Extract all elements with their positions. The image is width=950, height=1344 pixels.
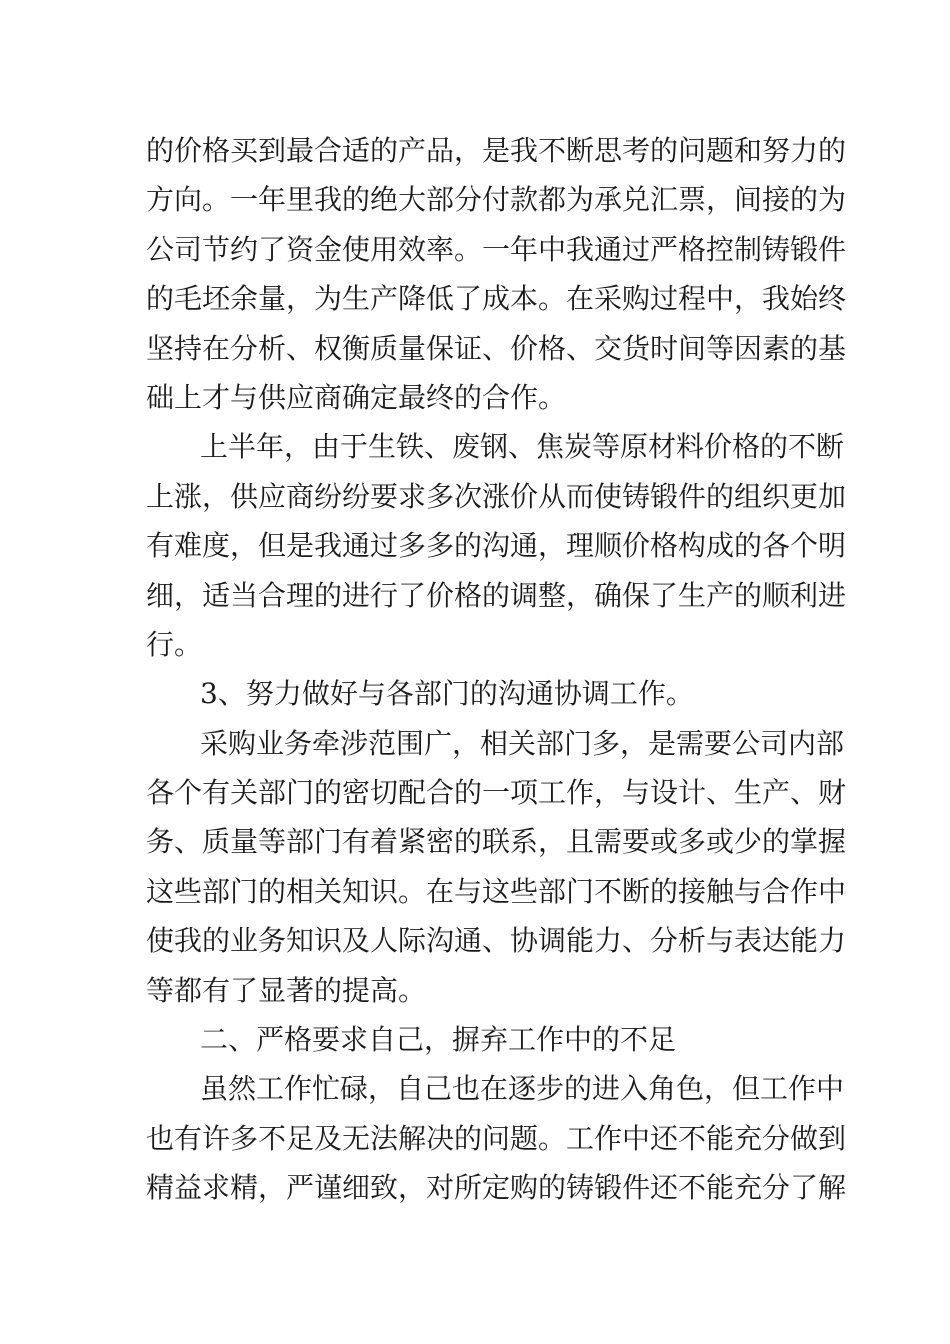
text-line: 等都有了显著的提高。: [146, 973, 427, 1007]
text-line: 务、质量等部门有着紧密的联系，且需要或多或少的掌握: [146, 825, 847, 859]
text-line: 这些部门的相关知识。在与这些部门不断的接触与合作中: [146, 874, 847, 908]
text-line: 上半年，由于生铁、废钢、焦炭等原材料价格的不断: [200, 430, 845, 464]
text-line: 各个有关部门的密切配合的一项工作，与设计、生产、财: [146, 776, 847, 810]
section-heading: 二、严格要求自己，摒弃工作中的不足: [200, 1023, 677, 1057]
text-line: 公司节约了资金使用效率。一年中我通过严格控制铸锻件: [146, 232, 847, 266]
text-line: 坚持在分析、权衡质量保证、价格、交货时间等因素的基: [146, 331, 847, 365]
text-line: 细，适当合理的进行了价格的调整，确保了生产的顺利进: [146, 578, 847, 612]
document-body: [146, 126, 847, 1213]
text-line: 也有许多不足及无法解决的问题。工作中还不能充分做到: [146, 1121, 847, 1155]
text-line: 使我的业务知识及人际沟通、协调能力、分析与表达能力: [146, 924, 847, 958]
text-line: 行。: [146, 627, 203, 661]
section-heading: 3、努力做好与各部门的沟通协调工作。: [200, 677, 694, 711]
text-line: 的毛坯余量，为生产降低了成本。在采购过程中，我始终: [146, 282, 847, 316]
text-line: 上涨，供应商纷纷要求多次涨价从而使铸锻件的组织更加: [146, 479, 847, 513]
text-line: 采购业务牵涉范围广，相关部门多，是需要公司内部: [200, 726, 845, 760]
text-line: 方向。一年里我的绝大部分付款都为承兑汇票，间接的为: [146, 183, 847, 217]
text-line: 的价格买到最合适的产品，是我不断思考的问题和努力的: [146, 134, 847, 167]
text-line: 有难度，但是我通过多多的沟通，理顺价格构成的各个明: [146, 529, 847, 563]
text-line: 础上才与供应商确定最终的合作。: [146, 380, 567, 414]
text-line: 虽然工作忙碌，自己也在逐步的进入角色，但工作中: [200, 1072, 845, 1106]
text-line: 精益求精，严谨细致，对所定购的铸锻件还不能充分了解: [146, 1171, 847, 1205]
